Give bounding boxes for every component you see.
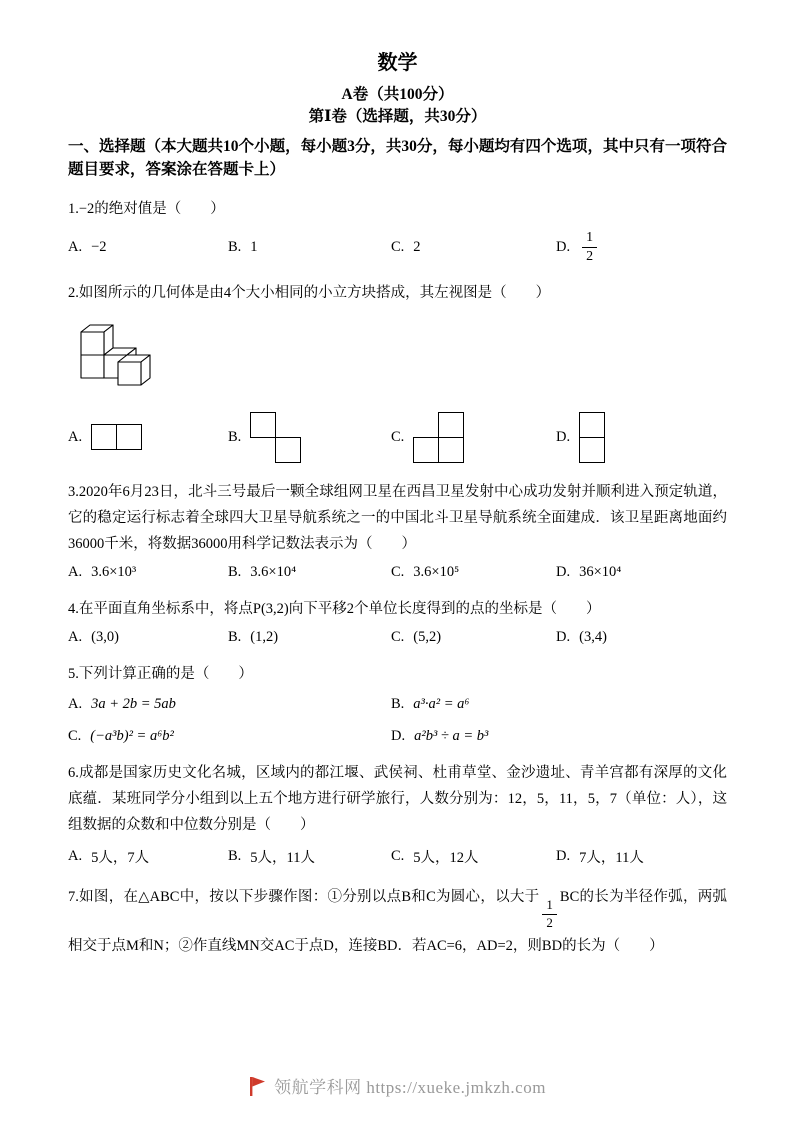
question-3-option-c: [391, 564, 556, 581]
fraction-numerator: 1: [582, 230, 597, 248]
question-5-option-b: [391, 696, 727, 713]
square-cell: [116, 424, 142, 450]
option-label: C.: [68, 728, 82, 745]
site-url[interactable]: https://xueke.jmkzh.com: [366, 1078, 546, 1097]
question-2-figure: [72, 316, 727, 399]
option-label: D.: [556, 847, 571, 864]
option-label: C.: [391, 564, 405, 581]
option-label: A.: [68, 429, 83, 446]
option-label: D.: [391, 728, 406, 745]
site-logo-icon: [247, 1075, 267, 1097]
square-cell: [579, 412, 605, 438]
fraction-denominator: 2: [586, 248, 594, 264]
question-4-options: [68, 629, 727, 646]
option-value: 3.6×10⁵: [413, 564, 460, 581]
option-label: D.: [556, 629, 571, 646]
question-2-option-a: [68, 424, 228, 451]
footer-watermark: [0, 1073, 793, 1098]
option-label: C.: [391, 629, 405, 646]
option-label: A.: [68, 696, 83, 713]
question-5-options: [68, 696, 727, 745]
fraction: [582, 230, 597, 265]
question-2-text: 2.如图所示的几何体是由4个大小相同的小立方块搭成，其左视图是（ ）: [68, 284, 551, 301]
option-label: A.: [68, 847, 83, 864]
option-value: 1: [250, 238, 258, 255]
question-7-text: [68, 882, 727, 962]
question-1-option-c: [391, 239, 556, 256]
fraction-denominator: 2: [546, 914, 553, 930]
question-3: [68, 479, 727, 581]
option-value: (5,2): [413, 629, 442, 646]
option-label: B.: [228, 847, 242, 864]
three-squares-l-shape: [413, 412, 465, 464]
question-1-text: 1.−2的绝对值是（ ）: [68, 201, 225, 218]
question-5-text: 5.下列计算正确的是（ ）: [68, 666, 253, 683]
fraction-numerator: 1: [542, 898, 557, 915]
option-value: 2: [413, 238, 421, 255]
option-value: 3.6×10⁴: [250, 564, 297, 581]
option-value: 5人，7人: [91, 849, 150, 866]
option-value: 7人，11人: [579, 849, 644, 866]
square-cell: [250, 412, 276, 438]
option-value: a²b³ ÷ a = b³: [414, 728, 489, 745]
option-label: B.: [228, 238, 242, 255]
question-3-option-d: [556, 564, 727, 581]
option-label: B.: [228, 429, 242, 446]
question-2-options: [68, 412, 727, 464]
fraction: [542, 898, 557, 931]
question-6-text: 6.成都是国家历史文化名城，区域内的都江堰、武侯祠、杜甫草堂、金沙遗址、青羊宫都有深厚的文化底蕴．某班同学分小组到以上五个地方进行研学旅行，人数分别为：12，5，11，5，7（单位：人），这组数据的众数和中位数分别是（ ）: [68, 765, 727, 834]
question-5-option-a: [68, 696, 391, 713]
question-5-option-c: [68, 728, 391, 745]
square-cell: [438, 437, 464, 463]
option-value: 36×10⁴: [579, 564, 622, 581]
square-cell: [579, 437, 605, 463]
question-5: [68, 661, 727, 745]
question-1: [68, 196, 727, 264]
four-cubes-isometric-figure: [72, 316, 160, 394]
question-2: [68, 280, 727, 464]
question-3-option-b: [228, 564, 391, 581]
question-6: [68, 760, 727, 866]
question-5-option-d: [391, 728, 727, 745]
option-label: A.: [68, 564, 83, 581]
option-value: 3a + 2b = 5ab: [91, 696, 176, 713]
square-cell: [438, 412, 464, 438]
question-6-option-a: [68, 846, 228, 867]
square-cell: [413, 437, 439, 463]
question-1-option-d: [556, 230, 727, 265]
question-2-option-c: [391, 412, 556, 464]
option-value: (3,0): [91, 629, 119, 646]
exam-part-title: 第Ⅰ卷（选择题，共30分）: [308, 108, 487, 126]
square-cell: [91, 424, 117, 450]
option-label: A.: [68, 238, 83, 255]
question-7-text-part1: 7.如图，在△ABC中，按以下步骤作图：①分别以点B和C为圆心，以大于: [68, 888, 540, 905]
question-7: [68, 882, 727, 962]
question-7-text-part2: BC的长为半径作弧，两弧相交于点M和N；②作直线MN交AC于点D，连接BD．若AC=6，AD=2，则BD的长为（ ）: [68, 888, 727, 954]
option-value: 3.6×10³: [91, 564, 137, 581]
option-label: A.: [68, 629, 83, 646]
exam-volume-title: A卷（共100分）: [341, 86, 454, 103]
option-value: (3,4): [579, 629, 607, 646]
question-6-option-d: [556, 846, 727, 867]
option-label: B.: [228, 564, 242, 581]
question-4-option-a: [68, 629, 228, 646]
option-value: 5人，11人: [250, 849, 316, 866]
question-1-option-b: [228, 239, 391, 256]
question-3-options: [68, 564, 727, 581]
site-name: 领航学科网: [274, 1078, 362, 1097]
page-title: 数学: [377, 52, 418, 74]
option-label: D.: [556, 429, 571, 446]
question-4-option-d: [556, 629, 727, 646]
question-4-option-c: [391, 629, 556, 646]
question-1-option-a: [68, 239, 228, 256]
two-squares-vertical-shape: [579, 412, 606, 464]
two-squares-horizontal-shape: [91, 424, 143, 451]
option-label: D.: [556, 238, 571, 255]
option-label: B.: [391, 696, 405, 713]
square-cell: [275, 437, 301, 463]
option-label: C.: [391, 238, 405, 255]
option-value: (−a³b)² = a⁶b²: [90, 728, 174, 745]
question-6-option-b: [228, 846, 391, 867]
two-squares-staircase-shape: [250, 412, 302, 464]
section-instructions: 一、选择题（本大题共10个小题，每小题3分，共30分，每小题均有四个选项，其中只有一项符合题目要求，答案涂在答题卡上）: [68, 137, 727, 179]
question-1-options: [68, 230, 727, 265]
question-2-option-b: [228, 412, 391, 464]
option-value: 5人，12人: [413, 849, 479, 866]
question-3-text: 3.2020年6月23日，北斗三号最后一颗全球组网卫星在西昌卫星发射中心成功发射并顺利进入预定轨道，它的稳定运行标志着全球四大卫星导航系统之一的中国北斗卫星导航系统全面建成．该卫星距离地面约36000千米，将数据36000用科学记数法表示为（ ）: [68, 483, 727, 552]
question-3-option-a: [68, 564, 228, 581]
option-label: C.: [391, 847, 405, 864]
question-4-option-b: [228, 629, 391, 646]
question-6-options: [68, 846, 727, 867]
option-label: B.: [228, 629, 242, 646]
question-6-option-c: [391, 846, 556, 867]
option-value: a³·a² = a⁶: [413, 696, 470, 713]
question-2-option-d: [556, 412, 727, 464]
question-4-text: 4.在平面直角坐标系中，将点P(3,2)向下平移2个单位长度得到的点的坐标是（ ）: [68, 601, 601, 618]
option-value: (1,2): [250, 629, 279, 646]
option-value: −2: [91, 238, 107, 255]
option-label: C.: [391, 429, 405, 446]
option-label: D.: [556, 564, 571, 581]
question-4: [68, 596, 727, 646]
